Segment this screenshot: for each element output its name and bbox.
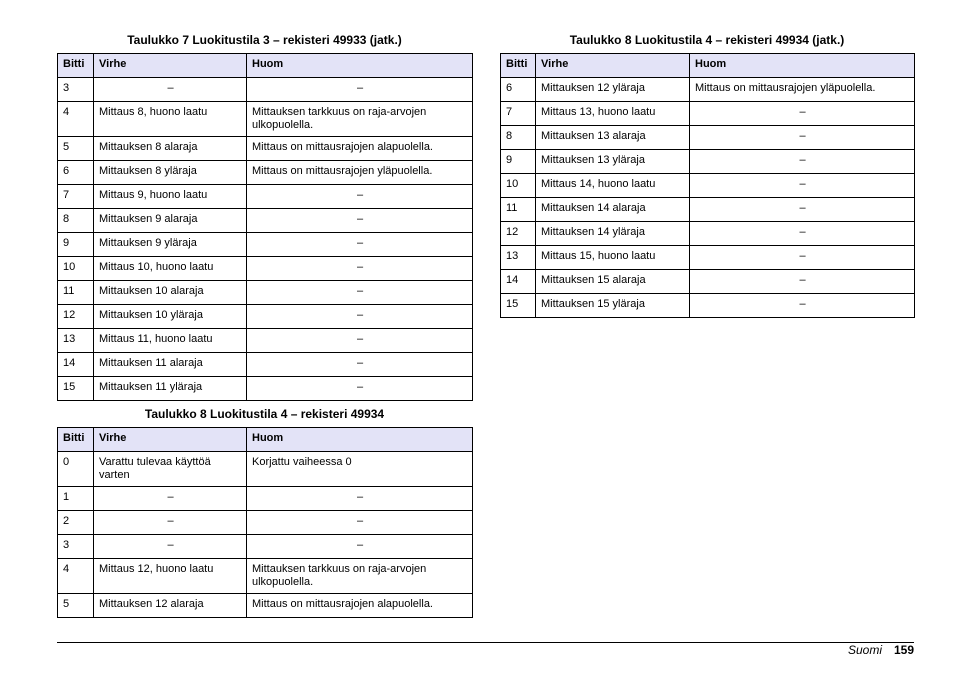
- table-row: [58, 377, 473, 401]
- table8-cont: [500, 53, 915, 318]
- cell-huom: –: [247, 209, 473, 233]
- table8-cont-caption: Taulukko 8 Luokitustila 4 – rekisteri 49934 (jatk.): [569, 33, 845, 47]
- cell-huom: –: [690, 174, 915, 198]
- cell-virhe: Mittauksen 11 alaraja: [94, 353, 247, 377]
- cell-bitti: 11: [501, 198, 536, 222]
- cell-virhe: Mittauksen 13 alaraja: [536, 126, 690, 150]
- cell-huom: Korjattu vaiheessa 0: [247, 452, 473, 487]
- cell-virhe: Varattu tulevaa käyttöä varten: [94, 452, 247, 487]
- table-row: [58, 185, 473, 209]
- cell-bitti: 8: [58, 209, 94, 233]
- cell-huom: Mittaus on mittausrajojen alapuolella.: [247, 594, 473, 618]
- table-row: [58, 78, 473, 102]
- table-row: [58, 452, 473, 487]
- cell-bitti: 13: [501, 246, 536, 270]
- table-row: [501, 78, 915, 102]
- cell-bitti: 10: [58, 257, 94, 281]
- cell-virhe: Mittaus 12, huono laatu: [94, 559, 247, 594]
- cell-virhe: –: [94, 78, 247, 102]
- cell-bitti: 15: [501, 294, 536, 318]
- cell-bitti: 13: [58, 329, 94, 353]
- cell-virhe: Mittauksen 14 alaraja: [536, 198, 690, 222]
- cell-bitti: 7: [501, 102, 536, 126]
- column-header-bitti: Bitti: [58, 428, 94, 452]
- cell-huom: –: [690, 150, 915, 174]
- cell-bitti: 3: [58, 535, 94, 559]
- column-header-huom: Huom: [247, 428, 473, 452]
- cell-bitti: 6: [501, 78, 536, 102]
- table-header-row: [58, 428, 473, 452]
- cell-virhe: Mittauksen 13 yläraja: [536, 150, 690, 174]
- cell-huom: Mittaus on mittausrajojen yläpuolella.: [247, 161, 473, 185]
- table7-caption: Taulukko 7 Luokitustila 3 – rekisteri 49933 (jatk.): [127, 33, 402, 47]
- table8: [57, 427, 473, 618]
- cell-huom: –: [247, 511, 473, 535]
- table-header-row: [58, 54, 473, 78]
- column-header-bitti: Bitti: [58, 54, 94, 78]
- cell-bitti: 0: [58, 452, 94, 487]
- cell-virhe: Mittaus 8, huono laatu: [94, 102, 247, 137]
- cell-virhe: Mittaus 15, huono laatu: [536, 246, 690, 270]
- cell-virhe: Mittauksen 15 yläraja: [536, 294, 690, 318]
- cell-virhe: Mittauksen 11 yläraja: [94, 377, 247, 401]
- cell-huom: Mittaus on mittausrajojen alapuolella.: [247, 137, 473, 161]
- cell-bitti: 12: [58, 305, 94, 329]
- cell-bitti: 14: [58, 353, 94, 377]
- cell-virhe: Mittaus 11, huono laatu: [94, 329, 247, 353]
- cell-virhe: Mittauksen 12 yläraja: [536, 78, 690, 102]
- table-row: [58, 305, 473, 329]
- cell-bitti: 12: [501, 222, 536, 246]
- table-row: [58, 257, 473, 281]
- cell-bitti: 1: [58, 487, 94, 511]
- cell-virhe: Mittauksen 10 alaraja: [94, 281, 247, 305]
- cell-huom: –: [690, 246, 915, 270]
- table8-caption: Taulukko 8 Luokitustila 4 – rekisteri 49934: [144, 407, 385, 421]
- table-row: [501, 270, 915, 294]
- cell-huom: –: [690, 270, 915, 294]
- table-row: [501, 150, 915, 174]
- column-header-virhe: Virhe: [536, 54, 690, 78]
- cell-virhe: Mittauksen 10 yläraja: [94, 305, 247, 329]
- cell-virhe: Mittaus 14, huono laatu: [536, 174, 690, 198]
- cell-huom: –: [247, 78, 473, 102]
- cell-huom: –: [690, 126, 915, 150]
- cell-virhe: Mittaus 9, huono laatu: [94, 185, 247, 209]
- cell-bitti: 4: [58, 559, 94, 594]
- table-row: [58, 161, 473, 185]
- cell-huom: Mittaus on mittausrajojen yläpuolella.: [690, 78, 915, 102]
- cell-virhe: –: [94, 487, 247, 511]
- cell-bitti: 3: [58, 78, 94, 102]
- cell-virhe: Mittauksen 8 alaraja: [94, 137, 247, 161]
- cell-bitti: 5: [58, 137, 94, 161]
- cell-bitti: 6: [58, 161, 94, 185]
- cell-virhe: Mittauksen 9 alaraja: [94, 209, 247, 233]
- cell-virhe: Mittauksen 12 alaraja: [94, 594, 247, 618]
- table-row: [58, 559, 473, 594]
- cell-huom: –: [247, 233, 473, 257]
- table-header-row: [501, 54, 915, 78]
- cell-virhe: –: [94, 511, 247, 535]
- cell-huom: –: [690, 198, 915, 222]
- cell-virhe: Mittaus 13, huono laatu: [536, 102, 690, 126]
- cell-virhe: Mittauksen 15 alaraja: [536, 270, 690, 294]
- table-row: [58, 594, 473, 618]
- cell-huom: –: [247, 377, 473, 401]
- cell-virhe: –: [94, 535, 247, 559]
- cell-huom: –: [247, 535, 473, 559]
- table-row: [58, 535, 473, 559]
- cell-bitti: 7: [58, 185, 94, 209]
- cell-huom: –: [247, 185, 473, 209]
- cell-huom: –: [247, 329, 473, 353]
- table-row: [58, 281, 473, 305]
- cell-huom: –: [690, 222, 915, 246]
- table-row: [58, 137, 473, 161]
- cell-bitti: 14: [501, 270, 536, 294]
- cell-bitti: 9: [58, 233, 94, 257]
- table-row: [58, 233, 473, 257]
- cell-bitti: 15: [58, 377, 94, 401]
- table-row: [501, 246, 915, 270]
- page-number: 159: [893, 643, 914, 657]
- table-row: [501, 126, 915, 150]
- table-row: [501, 102, 915, 126]
- table-row: [501, 294, 915, 318]
- cell-huom: –: [690, 294, 915, 318]
- table-row: [58, 353, 473, 377]
- table-row: [501, 174, 915, 198]
- cell-bitti: 4: [58, 102, 94, 137]
- table-row: [501, 198, 915, 222]
- cell-huom: –: [690, 102, 915, 126]
- table-row: [58, 487, 473, 511]
- cell-bitti: 5: [58, 594, 94, 618]
- cell-virhe: Mittauksen 14 yläraja: [536, 222, 690, 246]
- cell-bitti: 10: [501, 174, 536, 198]
- table7: [57, 53, 473, 401]
- column-header-virhe: Virhe: [94, 54, 247, 78]
- cell-bitti: 8: [501, 126, 536, 150]
- table-row: [58, 102, 473, 137]
- column-header-virhe: Virhe: [94, 428, 247, 452]
- cell-huom: –: [247, 257, 473, 281]
- column-header-huom: Huom: [247, 54, 473, 78]
- cell-bitti: 2: [58, 511, 94, 535]
- cell-huom: Mittauksen tarkkuus on raja-arvojen ulkopuolella.: [247, 102, 473, 137]
- cell-virhe: Mittauksen 8 yläraja: [94, 161, 247, 185]
- cell-bitti: 11: [58, 281, 94, 305]
- cell-huom: –: [247, 305, 473, 329]
- cell-huom: –: [247, 353, 473, 377]
- cell-virhe: Mittaus 10, huono laatu: [94, 257, 247, 281]
- column-header-bitti: Bitti: [501, 54, 536, 78]
- table-row: [58, 329, 473, 353]
- table-row: [58, 511, 473, 535]
- cell-huom: –: [247, 487, 473, 511]
- table-row: [58, 209, 473, 233]
- table-row: [501, 222, 915, 246]
- cell-huom: –: [247, 281, 473, 305]
- cell-bitti: 9: [501, 150, 536, 174]
- cell-virhe: Mittauksen 9 yläraja: [94, 233, 247, 257]
- column-header-huom: Huom: [690, 54, 915, 78]
- cell-huom: Mittauksen tarkkuus on raja-arvojen ulkopuolella.: [247, 559, 473, 594]
- footer-language: Suomi: [847, 643, 882, 657]
